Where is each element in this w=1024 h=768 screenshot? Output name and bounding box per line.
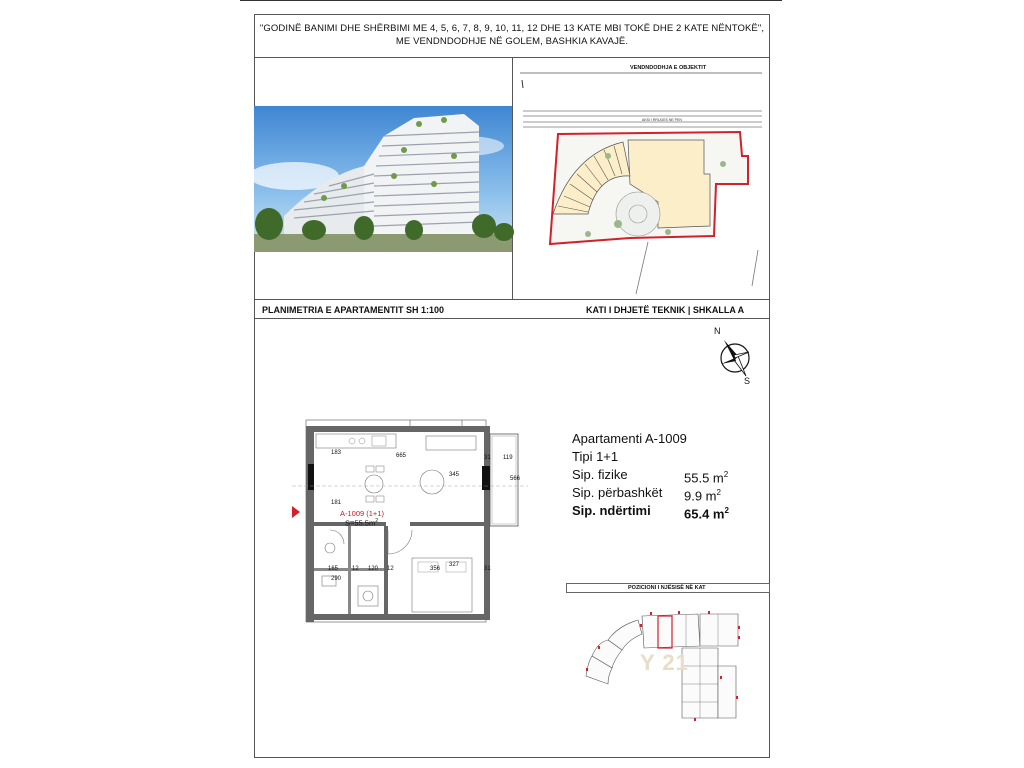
dim-345: 345 xyxy=(449,472,460,478)
compass-north: N xyxy=(714,326,721,336)
top-border xyxy=(240,0,782,1)
dim-165: 165 xyxy=(328,566,339,572)
dim-290: 290 xyxy=(331,576,342,582)
area-common-label: Sip. përbashkët xyxy=(572,485,663,500)
area-physical-value: 55.5 $m^2$ xyxy=(684,470,729,486)
watermark: Y 21 xyxy=(640,650,689,675)
apartment-name: Apartamenti A-1009 xyxy=(572,431,687,446)
area-physical-label: Sip. fizike xyxy=(572,467,628,482)
title-line-2: ME VENDNDODHJE NË GOLEM, BASHKIA KAVAJË. xyxy=(395,36,629,47)
divider-vertical xyxy=(512,57,513,299)
dim-120: 120 xyxy=(368,566,379,572)
site-plan xyxy=(518,64,768,298)
plan-title: PLANIMETRIA E APARTAMENTIT SH 1:100 xyxy=(262,305,445,315)
dim-566: 566 xyxy=(510,476,521,482)
compass-icon xyxy=(712,328,758,388)
dim-183: 183 xyxy=(331,450,342,456)
unit-area: $S=55.5m^2$ xyxy=(345,518,379,528)
dim-119: 119 xyxy=(503,455,513,461)
area-common-row xyxy=(572,484,752,502)
divider-images xyxy=(254,299,770,300)
building-render xyxy=(254,106,512,252)
location-title: VENDNDODHJA E OBJEKTIT xyxy=(630,65,707,71)
floor-title: KATI I DHJETË TEKNIK | SHKALLA A xyxy=(586,305,745,315)
dim-12-left: 12 xyxy=(352,566,359,572)
compass-south: S xyxy=(744,376,751,386)
apartment-type: Tipi 1+1 xyxy=(572,449,619,464)
area-built-value: 65.4 $m^2$ xyxy=(684,506,729,522)
divider-plan-title xyxy=(254,318,770,319)
dim-665: 665 xyxy=(396,453,407,459)
document-title xyxy=(256,22,768,48)
road-label: AKSI I RRUGES NE PEN xyxy=(642,118,682,122)
title-line-1: "GODINË BANIMI DHE SHËRBIMI ME 4, 5, 6, 7, 8, 9, 10, 11, 12 DHE 13 KATE MBI TOKË DHE 2 KATE NËNTOKË", xyxy=(259,23,765,34)
dim-181: 181 xyxy=(331,500,342,506)
unit-label: A-1009 (1+1) xyxy=(340,509,384,518)
dim-327: 327 xyxy=(449,562,460,568)
area-built-row xyxy=(572,502,752,520)
area-physical-row xyxy=(572,466,752,484)
dim-12-right: 12 xyxy=(387,566,394,572)
area-common-value: 9.9 $m^2$ xyxy=(684,488,721,504)
area-built-label: Sip. ndërtimi xyxy=(572,503,651,518)
dim-31-top: 31 xyxy=(484,455,491,461)
position-title: POZICIONI I NJËSISË NË KAT xyxy=(628,585,706,591)
floor-plan xyxy=(292,418,528,624)
apartment-info xyxy=(572,430,752,520)
dim-356: 356 xyxy=(430,566,441,572)
dim-31-bottom: 31 xyxy=(484,566,491,572)
